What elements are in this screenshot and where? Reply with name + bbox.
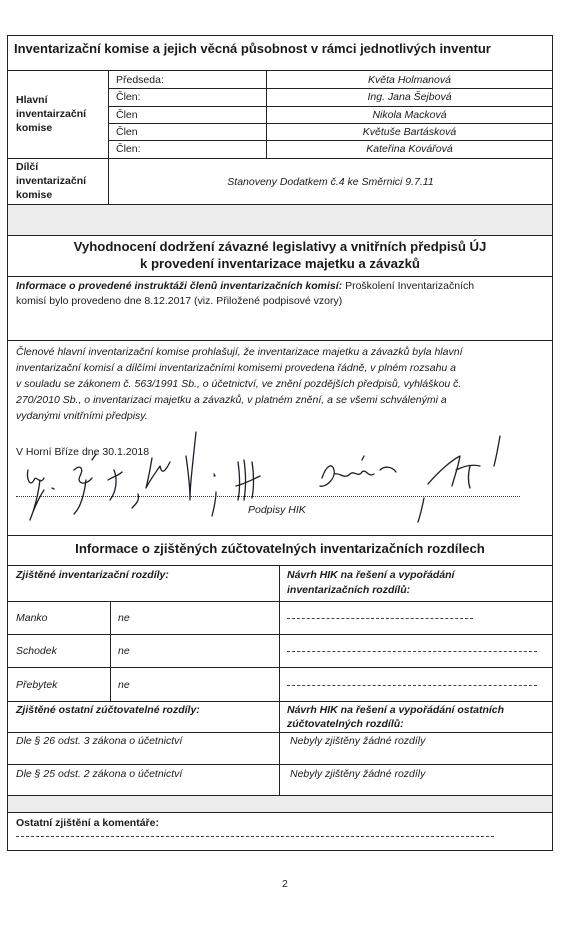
training-info-bold: Informace o provedené instruktáži členů inventarizačních komisí: <box>16 280 343 292</box>
member-name: Květuše Bartásková <box>362 126 457 138</box>
main-committee-label-2: inventairzační <box>16 108 87 120</box>
empty-field-line <box>287 618 473 619</box>
member-name: Květa Holmanová <box>368 74 451 86</box>
difference-row-value: ne <box>118 645 130 657</box>
member-role: Člen <box>116 109 138 121</box>
partial-committee-label-1: Dílčí <box>16 161 39 173</box>
comments-label: Ostatní zjištění a komentáře: <box>16 817 159 829</box>
committee-title: Inventarizační komise a jejich věcná působnost v rámci jednotlivých inventur <box>14 41 491 56</box>
legislation-title-line2: k provedení inventarizace majetku a závazků <box>140 256 420 271</box>
difference-row-label: Manko <box>16 612 48 624</box>
partial-committee-label-2: inventarizační <box>16 175 87 187</box>
blank-band <box>8 796 552 812</box>
other-row-label: Dle § 26 odst. 3 zákona o účetnictví <box>16 735 183 747</box>
divider <box>7 764 553 765</box>
signatures-label: Podpisy HIK <box>248 504 306 516</box>
member-name: Ing. Jana Šejbová <box>367 91 452 103</box>
partial-committee-value: Stanoveny Dodatkem č.4 ke Směrnici 9.7.11 <box>227 176 434 188</box>
signature-line <box>16 496 520 497</box>
difference-row-label: Schodek <box>16 645 57 657</box>
difference-row-label: Přebytek <box>16 679 58 691</box>
divider <box>7 634 553 635</box>
divider <box>7 667 553 668</box>
declaration-line: 270/2010 Sb., o inventarizaci majetku a závazků, v platném znění, a se všemi schválenými a <box>16 394 447 406</box>
member-role: Předseda: <box>116 74 164 86</box>
divider <box>279 565 280 795</box>
comments-line <box>16 836 494 837</box>
divider <box>7 535 553 536</box>
divider <box>7 701 553 702</box>
other-row-value: Nebyly zjištěny žádné rozdíly <box>290 735 426 747</box>
divider <box>7 732 553 733</box>
member-role: Člen: <box>116 143 141 155</box>
partial-committee-label-3: komise <box>16 189 53 201</box>
member-name: Kateřina Kovářová <box>366 143 453 155</box>
place-date: V Horní Bříze dne 30.1.2018 <box>16 446 150 458</box>
other-col2-header-2: zúčtovatelných rozdílů: <box>287 718 404 730</box>
training-info-rest: Proškolení Inventarizačních <box>342 280 475 292</box>
declaration-line: v souladu se zákonem č. 563/1991 Sb., o účetnictví, ve znění pozdějších předpisů, vyhláškou č. <box>16 378 462 390</box>
member-role: Člen: <box>116 91 141 103</box>
main-committee-label-3: komise <box>16 122 53 134</box>
difference-row-value: ne <box>118 612 130 624</box>
other-col2-header-1: Návrh HIK na řešení a vypořádání ostatních <box>287 704 505 716</box>
differences-col2-header-1: Návrh HIK na řešení a vypořádání <box>287 569 455 581</box>
training-info-line2: komisí bylo provedeno dne 8.12.2017 (viz. Přiložené podpisové vzory) <box>16 295 343 307</box>
differences-col2-header-2: inventarizačních rozdílů: <box>287 584 411 596</box>
declaration-line: Členové hlavní inventarizační komise prohlašují, že inventarizace majetku a závazků byla hlavní <box>16 346 463 358</box>
declaration-line: vydanými vnitřními předpisy. <box>16 410 148 422</box>
differences-title: Informace o zjištěných zúčtovatelných inventarizačních rozdílech <box>75 541 485 556</box>
divider <box>110 601 111 701</box>
declaration-line: inventarizační komisí a dílčími inventarizačními komisemi provedena řádně, v plném rozsahu a <box>16 362 457 374</box>
member-name: Nikola Macková <box>372 109 447 121</box>
other-row-label: Dle § 25 odst. 2 zákona o účetnictví <box>16 768 183 780</box>
difference-row-value: ne <box>118 679 130 691</box>
main-committee-label-1: Hlavní <box>16 94 48 106</box>
page-number: 2 <box>282 878 288 890</box>
empty-field-line <box>287 685 537 686</box>
divider <box>7 812 553 813</box>
divider <box>7 565 553 566</box>
member-role: Člen <box>116 126 138 138</box>
empty-field-line <box>287 651 537 652</box>
other-differences-header: Zjištěné ostatní zúčtovatelné rozdíly: <box>16 704 200 716</box>
legislation-title-line1: Vyhodnocení dodržení závazné legislativy a vnitřních předpisů ÚJ <box>73 239 487 254</box>
other-row-value: Nebyly zjištěny žádné rozdíly <box>290 768 426 780</box>
differences-col1-header: Zjištěné inventarizační rozdíly: <box>16 569 169 581</box>
divider <box>7 601 553 602</box>
